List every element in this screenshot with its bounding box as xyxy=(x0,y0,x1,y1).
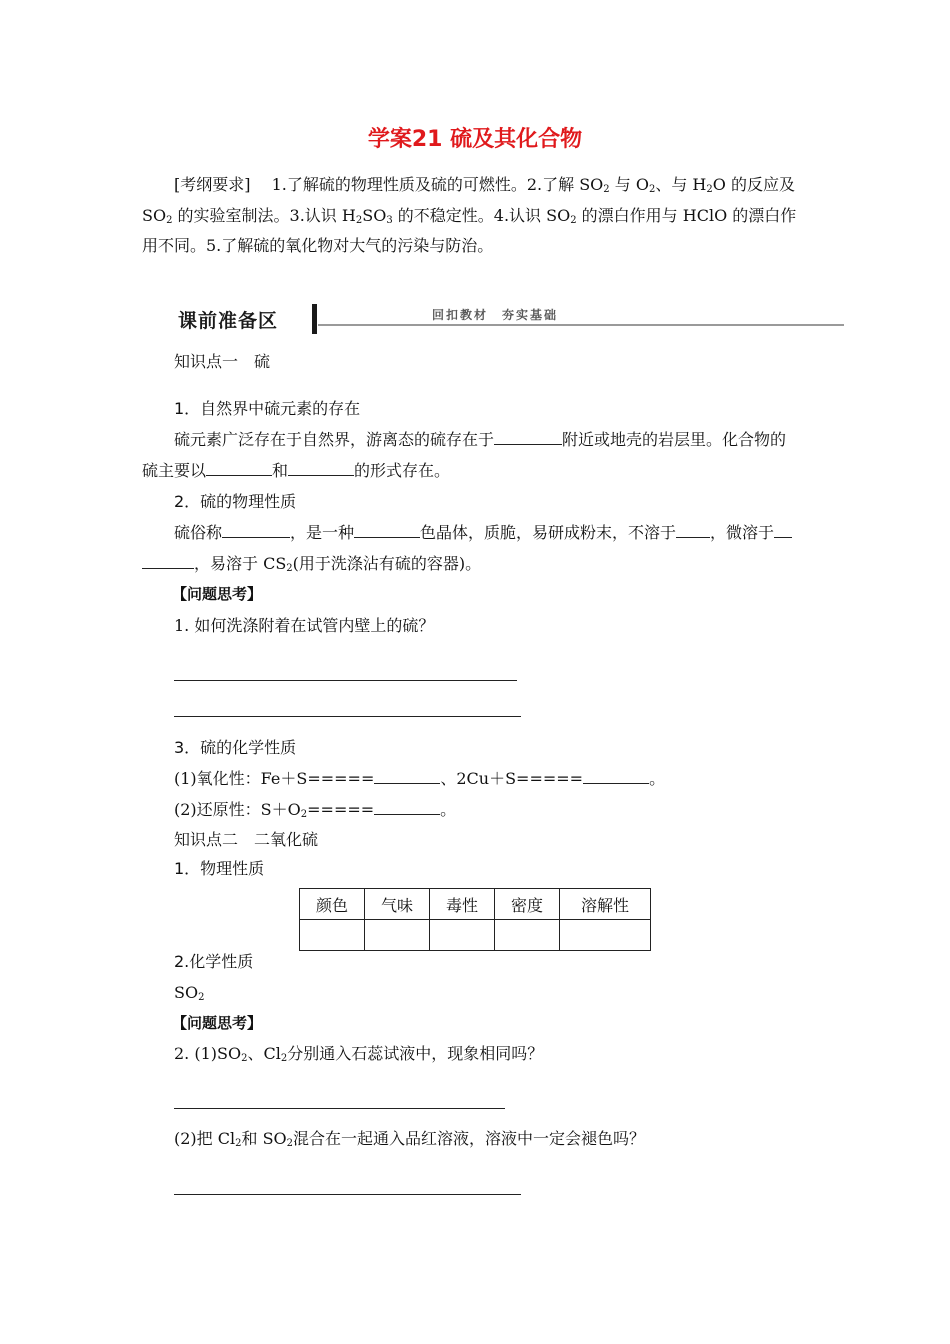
text: 和 SO xyxy=(241,1129,287,1148)
text: ，微溶于 xyxy=(710,523,775,542)
oxidation-line xyxy=(174,764,665,794)
text: 硫主要以 xyxy=(142,461,207,480)
table-header-row xyxy=(300,889,651,920)
blank[interactable] xyxy=(676,519,710,538)
text: (1)氧化性：Fe＋S===== xyxy=(174,769,375,788)
text: 和 xyxy=(272,461,289,480)
section-banner-title: 课前准备区 xyxy=(178,310,279,332)
section-heading: 2.化学性质 xyxy=(174,952,254,971)
text: 分别通入石蕊试液中，现象相同吗？ xyxy=(287,1044,544,1063)
requirements-text-6: SO xyxy=(362,205,387,225)
text: 、2Cu＋S===== xyxy=(440,769,584,788)
section-heading: 3．硫的化学性质 xyxy=(174,738,297,757)
table-cell[interactable] xyxy=(430,920,495,951)
table-row xyxy=(300,920,651,951)
table-header-cell: 毒性 xyxy=(430,889,495,920)
section-heading: 1．自然界中硫元素的存在 xyxy=(174,399,361,418)
text: 硫元素广泛存在于自然界，游离态的硫存在于 xyxy=(174,430,495,449)
answer-line[interactable] xyxy=(174,716,521,717)
subscript: 2 xyxy=(235,1138,242,1149)
paragraph-line xyxy=(142,549,481,579)
text: SO xyxy=(174,983,199,1002)
blank[interactable] xyxy=(374,765,440,784)
table-cell[interactable] xyxy=(495,920,560,951)
question-1: 1. 如何洗涤附着在试管内壁上的硫？ xyxy=(174,616,435,635)
subscript: 2 xyxy=(648,184,656,195)
requirements-text-1: 1.了解硫的物理性质及硫的可燃性。2.了解 SO xyxy=(271,175,604,194)
requirements-text-3: 、与 H xyxy=(655,175,707,194)
requirements-text-7: 的不稳定性。4.认识 SO xyxy=(392,205,571,225)
table-cell[interactable] xyxy=(365,920,430,951)
subscript: 2 xyxy=(286,563,293,574)
exam-requirements xyxy=(142,170,812,262)
requirements-text-8: 的漂白作用与 HClO 的漂白作用不同。5.了解硫的氧化物对大气的污染与防治。 xyxy=(142,205,797,255)
blank[interactable] xyxy=(374,796,440,815)
blank[interactable] xyxy=(494,426,562,445)
answer-line[interactable] xyxy=(174,680,517,681)
text: 。 xyxy=(649,769,666,788)
table-cell[interactable] xyxy=(300,920,365,951)
text: ，是一种 xyxy=(290,523,355,542)
text: 2. (1)SO xyxy=(174,1044,242,1063)
subscript: 2 xyxy=(198,992,205,1003)
text: ===== xyxy=(307,800,375,819)
subscript: 2 xyxy=(570,214,577,226)
text: 。 xyxy=(440,800,457,819)
section-banner-tag: 回扣教材 夯实基础 xyxy=(432,308,559,322)
subscript: 3 xyxy=(386,214,393,226)
table-cell[interactable] xyxy=(560,920,651,951)
requirements-text-5: 的实验室制法。3.认识 H xyxy=(172,205,356,225)
so2-label xyxy=(174,978,204,1008)
blank[interactable] xyxy=(354,519,420,538)
requirements-text-4: O 的反应及 SO xyxy=(142,175,795,225)
blank[interactable] xyxy=(206,457,272,476)
text: (用于洗涤沾有硫的容器)。 xyxy=(292,554,482,573)
banner-divider xyxy=(312,304,317,334)
subscript: 2 xyxy=(603,184,610,195)
text: 混合在一起通入品红溶液，溶液中一定会褪色吗？ xyxy=(293,1129,646,1148)
text: 色晶体，质脆，易研成粉末，不溶于 xyxy=(420,523,677,542)
subscript: 2 xyxy=(280,1053,288,1064)
text: (2)还原性：S＋O xyxy=(174,800,301,819)
text: 硫俗称 xyxy=(174,523,223,542)
text: (2)把 Cl xyxy=(174,1129,236,1148)
physical-properties-table xyxy=(299,888,651,951)
knowledge-point-2-label: 知识点二 二氧化硫 xyxy=(174,830,319,849)
banner-rule xyxy=(318,324,844,326)
blank[interactable] xyxy=(142,550,194,569)
blank[interactable] xyxy=(288,457,354,476)
paragraph-line xyxy=(142,456,450,486)
table-header-cell: 颜色 xyxy=(300,889,365,920)
text: 附近或地壳的岩层里。化合物的 xyxy=(562,430,787,449)
blank[interactable] xyxy=(774,519,792,538)
subscript: 2 xyxy=(355,214,363,226)
text: 、Cl xyxy=(247,1044,281,1063)
blank[interactable] xyxy=(583,765,649,784)
question-2-part-2 xyxy=(174,1124,645,1154)
question-think-label: 【问题思考】 xyxy=(172,585,263,603)
table-header-cell: 溶解性 xyxy=(560,889,651,920)
answer-line[interactable] xyxy=(174,1194,521,1195)
page-title: 学案21 硫及其化合物 xyxy=(367,127,583,152)
section-heading: 1．物理性质 xyxy=(174,859,265,878)
subscript: 2 xyxy=(241,1053,248,1064)
reduction-line xyxy=(174,795,456,825)
requirements-tag: [考纲要求] xyxy=(174,175,251,194)
question-2 xyxy=(174,1039,543,1069)
subscript: 2 xyxy=(166,214,173,226)
knowledge-point-1-label: 知识点一 硫 xyxy=(174,352,271,371)
table-header-cell: 气味 xyxy=(365,889,430,920)
blank[interactable] xyxy=(222,519,290,538)
text: 的形式存在。 xyxy=(354,461,451,480)
paragraph-line xyxy=(174,425,786,455)
table-header-cell: 密度 xyxy=(495,889,560,920)
section-heading: 2．硫的物理性质 xyxy=(174,492,297,511)
subscript: 2 xyxy=(300,809,308,820)
question-think-label: 【问题思考】 xyxy=(172,1014,263,1032)
requirements-text-2: 与 O xyxy=(609,175,649,194)
text: ，易溶于 CS xyxy=(194,554,287,573)
answer-line[interactable] xyxy=(174,1108,505,1109)
subscript: 2 xyxy=(286,1138,294,1149)
subscript: 2 xyxy=(706,184,713,195)
paragraph-line xyxy=(174,518,792,548)
